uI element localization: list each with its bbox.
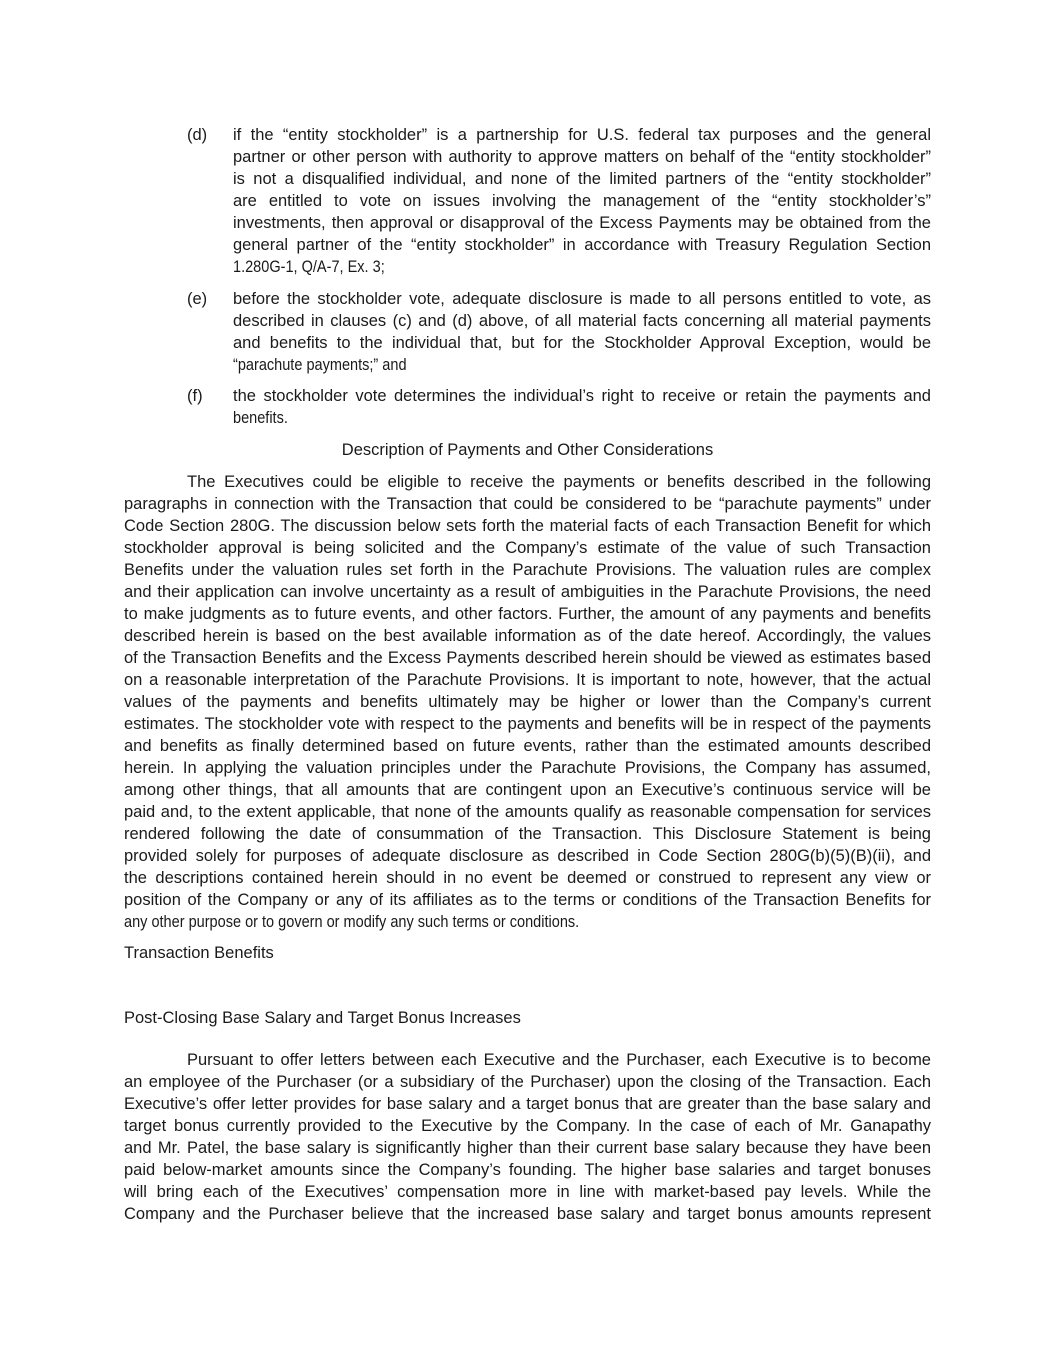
list-item-d-line: is not a disqualified individual, and none of the limited partners of the “entity stockholder” bbox=[233, 170, 931, 188]
list-item-label: (d) bbox=[187, 126, 208, 144]
paragraph-line: Code Section 280G. The discussion below sets forth the material facts of each Transaction Benefit for which bbox=[124, 517, 931, 535]
list-item-d-line: general partner of the “entity stockholder” in accordance with Treasury Regulation Section bbox=[233, 236, 931, 254]
paragraph-line: The Executives could be eligible to receive the payments or benefits described in the following bbox=[187, 473, 931, 491]
list-item-d-line: are entitled to vote on issues involving the management of the “entity stockholder’s” bbox=[233, 192, 931, 210]
subheading-transaction-benefits: Transaction Benefits bbox=[124, 944, 274, 962]
paragraph-line: an employee of the Purchaser (or a subsidiary of the Purchaser) upon the closing of the Transaction. Each bbox=[124, 1073, 931, 1091]
paragraph-line: any other purpose or to govern or modify any such terms or conditions. bbox=[124, 913, 580, 931]
paragraph-line: the descriptions contained herein should in no event be deemed or construed to represent any view or bbox=[124, 869, 931, 887]
paragraph-line: and Mr. Patel, the base salary is significantly higher than their current base salary because they have been bbox=[124, 1139, 931, 1157]
list-item-d-line: if the “entity stockholder” is a partnership for U.S. federal tax purposes and the general bbox=[233, 126, 931, 144]
list-item-f-line: benefits. bbox=[233, 409, 288, 427]
paragraph-line: described herein is based on the best available information as of the date hereof. Accordingly, the values bbox=[124, 627, 931, 645]
paragraph-line: Benefits under the valuation rules set forth in the Parachute Provisions. The valuation rules are complex bbox=[124, 561, 931, 579]
paragraph-line: estimates. The stockholder vote with respect to the payments and benefits will be in respect of the payments bbox=[124, 715, 931, 733]
list-item-d-line: partner or other person with authority to approve matters on behalf of the “entity stockholder” bbox=[233, 148, 931, 166]
list-item-label: (f) bbox=[187, 387, 203, 405]
list-item-d-line: 1.280G-1, Q/A-7, Ex. 3; bbox=[233, 258, 385, 276]
paragraph-line: Executive’s offer letter provides for base salary and a target bonus that are greater than the base salary and bbox=[124, 1095, 931, 1113]
paragraph-line: on a reasonable interpretation of the Parachute Provisions. It is important to note, however, that the actual bbox=[124, 671, 931, 689]
paragraph-line: rendered following the date of consummation of the Transaction. This Disclosure Statement is being bbox=[124, 825, 931, 843]
paragraph-line: Company and the Purchaser believe that the increased base salary and target bonus amounts represent bbox=[124, 1205, 931, 1223]
list-item-e-line: before the stockholder vote, adequate disclosure is made to all persons entitled to vote, as bbox=[233, 290, 931, 308]
list-item-e-line: and benefits to the individual that, but for the Stockholder Approval Exception, would be bbox=[233, 334, 931, 352]
list-item-label: (e) bbox=[187, 290, 208, 308]
list-item-f-line: the stockholder vote determines the individual’s right to receive or retain the payments and bbox=[233, 387, 931, 405]
list-item-e-line: “parachute payments;” and bbox=[233, 356, 407, 374]
subheading-post-closing: Post-Closing Base Salary and Target Bonus Increases bbox=[124, 1009, 521, 1027]
paragraph-line: paragraphs in connection with the Transaction that could be considered to be “parachute payments” under bbox=[124, 495, 931, 513]
paragraph-line: values of the payments and benefits ultimately may be higher or lower than the Company’s current bbox=[124, 693, 931, 711]
paragraph-line: provided solely for purposes of adequate disclosure as described in Code Section 280G(b)(5)(B)(ii), and bbox=[124, 847, 931, 865]
section-heading: Description of Payments and Other Considerations bbox=[341, 441, 714, 459]
paragraph-line: and benefits as finally determined based on future events, rather than the estimated amounts described bbox=[124, 737, 931, 755]
paragraph-line: position of the Company or any of its affiliates as to the terms or conditions of the Transaction Benefits for bbox=[124, 891, 931, 909]
paragraph-line: paid below-market amounts since the Company’s founding. The higher base salaries and target bonuses bbox=[124, 1161, 931, 1179]
paragraph-line: to make judgments as to future events, and other factors. Further, the amount of any payments and benefits bbox=[124, 605, 931, 623]
paragraph-line: target bonus currently provided to the Executive by the Company. In the case of each of Mr. Ganapathy bbox=[124, 1117, 931, 1135]
paragraph-line: of the Transaction Benefits and the Excess Payments described herein should be viewed as estimates based bbox=[124, 649, 931, 667]
paragraph-line: and their application can involve uncertainty as a result of ambiguities in the Parachute Provisions, the need bbox=[124, 583, 931, 601]
paragraph-line: herein. In applying the valuation principles under the Parachute Provisions, the Company has assumed, bbox=[124, 759, 931, 777]
paragraph-line: will bring each of the Executives’ compensation more in line with market-based pay levels. While the bbox=[124, 1183, 931, 1201]
paragraph-line: among other things, that all amounts that are contingent upon an Executive’s continuous service will be bbox=[124, 781, 931, 799]
paragraph-line: paid and, to the extent applicable, that none of the amounts qualify as reasonable compensation for services bbox=[124, 803, 931, 821]
list-item-d-line: investments, then approval or disapproval of the Excess Payments may be obtained from the bbox=[233, 214, 931, 232]
list-item-e-line: described in clauses (c) and (d) above, of all material facts concerning all material payments bbox=[233, 312, 931, 330]
paragraph-line: Pursuant to offer letters between each Executive and the Purchaser, each Executive is to become bbox=[187, 1051, 931, 1069]
paragraph-line: stockholder approval is being solicited and the Company’s estimate of the value of such Transaction bbox=[124, 539, 931, 557]
